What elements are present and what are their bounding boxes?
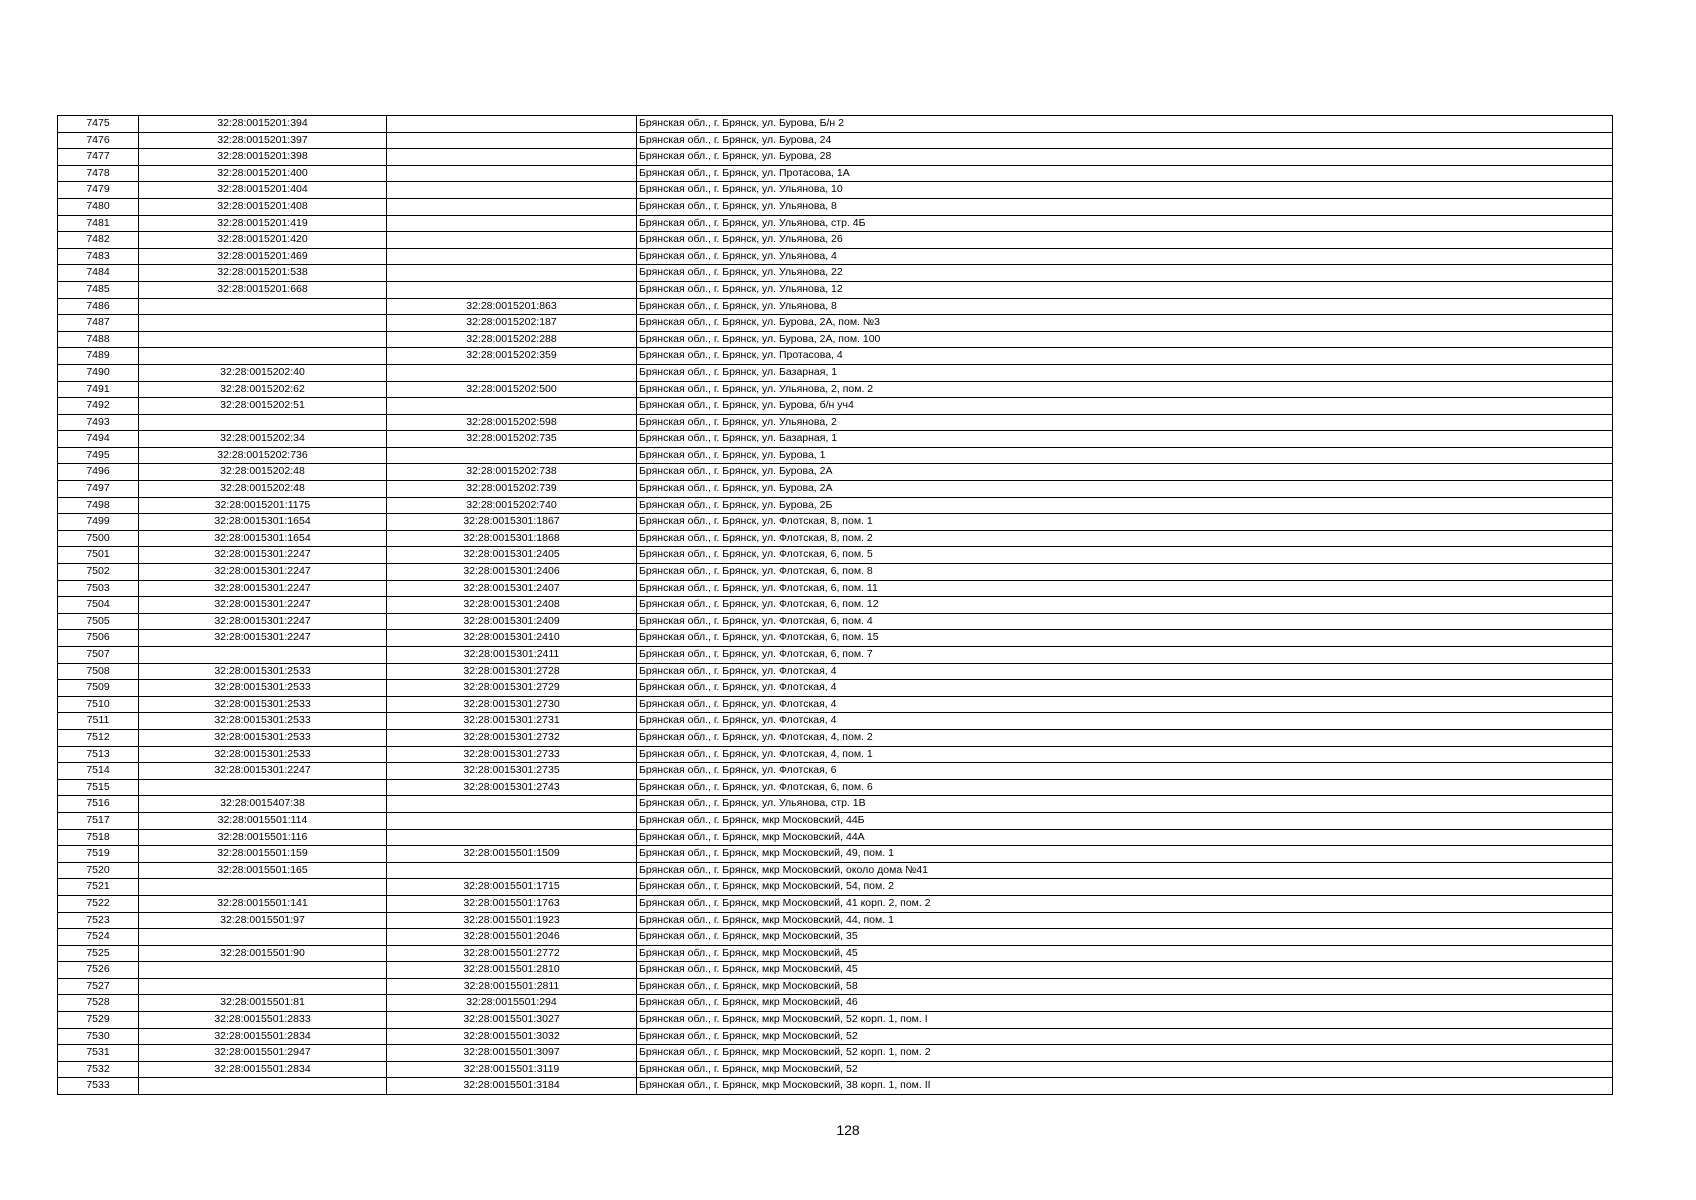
cadastral-number-cell: 32:28:0015301:2247 [139, 547, 387, 564]
address-cell: Брянская обл., г. Брянск, мкр Московский, 38 корп. 1, пом. II [637, 1078, 1613, 1095]
row-number-cell: 7483 [58, 248, 139, 265]
table-row [58, 464, 1613, 481]
table-row [58, 414, 1613, 431]
cadastral-number-cell: 32:28:0015202:48 [139, 464, 387, 481]
cadastral-number-cell: 32:28:0015201:1175 [139, 497, 387, 514]
row-number-cell: 7489 [58, 348, 139, 365]
related-cadastral-number-cell: 32:28:0015501:2772 [387, 945, 637, 962]
address-cell: Брянская обл., г. Брянск, ул. Флотская, 8, пом. 2 [637, 530, 1613, 547]
row-number-cell: 7499 [58, 514, 139, 531]
table-row [58, 1078, 1613, 1095]
related-cadastral-number-cell: 32:28:0015301:2411 [387, 647, 637, 664]
address-cell: Брянская обл., г. Брянск, ул. Флотская, 4 [637, 680, 1613, 697]
related-cadastral-number-cell [387, 862, 637, 879]
row-number-cell: 7500 [58, 530, 139, 547]
address-cell: Брянская обл., г. Брянск, мкр Московский, 44Б [637, 812, 1613, 829]
address-cell: Брянская обл., г. Брянск, мкр Московский, 35 [637, 929, 1613, 946]
row-number-cell: 7481 [58, 215, 139, 232]
table-row [58, 364, 1613, 381]
row-number-cell: 7530 [58, 1028, 139, 1045]
address-cell: Брянская обл., г. Брянск, ул. Ульянова, стр. 1В [637, 796, 1613, 813]
address-cell: Брянская обл., г. Брянск, ул. Флотская, 6, пом. 6 [637, 779, 1613, 796]
row-number-cell: 7476 [58, 132, 139, 149]
related-cadastral-number-cell [387, 215, 637, 232]
related-cadastral-number-cell: 32:28:0015501:3119 [387, 1061, 637, 1078]
related-cadastral-number-cell [387, 447, 637, 464]
table-row [58, 613, 1613, 630]
row-number-cell: 7507 [58, 647, 139, 664]
row-number-cell: 7477 [58, 149, 139, 166]
related-cadastral-number-cell: 32:28:0015501:2810 [387, 962, 637, 979]
address-cell: Брянская обл., г. Брянск, мкр Московский, 52 [637, 1028, 1613, 1045]
related-cadastral-number-cell: 32:28:0015202:738 [387, 464, 637, 481]
row-number-cell: 7517 [58, 812, 139, 829]
table-row [58, 879, 1613, 896]
related-cadastral-number-cell: 32:28:0015201:863 [387, 298, 637, 315]
address-cell: Брянская обл., г. Брянск, мкр Московский, 45 [637, 962, 1613, 979]
row-number-cell: 7515 [58, 779, 139, 796]
address-cell: Брянская обл., г. Брянск, ул. Флотская, 6, пом. 4 [637, 613, 1613, 630]
related-cadastral-number-cell [387, 232, 637, 249]
related-cadastral-number-cell: 32:28:0015501:3027 [387, 1012, 637, 1029]
row-number-cell: 7525 [58, 945, 139, 962]
cadastral-number-cell: 32:28:0015301:2247 [139, 564, 387, 581]
row-number-cell: 7514 [58, 763, 139, 780]
related-cadastral-number-cell: 32:28:0015301:2407 [387, 580, 637, 597]
cadastral-number-cell: 32:28:0015201:397 [139, 132, 387, 149]
row-number-cell: 7519 [58, 846, 139, 863]
address-cell: Брянская обл., г. Брянск, мкр Московский, 45 [637, 945, 1613, 962]
table-row [58, 630, 1613, 647]
table-row [58, 729, 1613, 746]
cadastral-number-cell: 32:28:0015202:48 [139, 481, 387, 498]
related-cadastral-number-cell: 32:28:0015202:739 [387, 481, 637, 498]
related-cadastral-number-cell: 32:28:0015301:2733 [387, 746, 637, 763]
related-cadastral-number-cell: 32:28:0015202:735 [387, 431, 637, 448]
cadastral-number-cell [139, 779, 387, 796]
table-row [58, 165, 1613, 182]
address-cell: Брянская обл., г. Брянск, ул. Флотская, 6, пом. 8 [637, 564, 1613, 581]
address-cell: Брянская обл., г. Брянск, ул. Ульянова, 22 [637, 265, 1613, 282]
row-number-cell: 7511 [58, 713, 139, 730]
address-cell: Брянская обл., г. Брянск, ул. Ульянова, 26 [637, 232, 1613, 249]
row-number-cell: 7502 [58, 564, 139, 581]
table-row [58, 580, 1613, 597]
row-number-cell: 7506 [58, 630, 139, 647]
cadastral-number-cell: 32:28:0015202:51 [139, 398, 387, 415]
registry-table [57, 115, 1613, 1095]
address-cell: Брянская обл., г. Брянск, ул. Базарная, 1 [637, 431, 1613, 448]
address-cell: Брянская обл., г. Брянск, мкр Московский, 52 корп. 1, пом. 2 [637, 1045, 1613, 1062]
address-cell: Брянская обл., г. Брянск, ул. Бурова, 2Б [637, 497, 1613, 514]
cadastral-number-cell: 32:28:0015201:469 [139, 248, 387, 265]
address-cell: Брянская обл., г. Брянск, ул. Бурова, 2А, пом. 100 [637, 331, 1613, 348]
row-number-cell: 7505 [58, 613, 139, 630]
cadastral-number-cell: 32:28:0015201:394 [139, 116, 387, 133]
row-number-cell: 7479 [58, 182, 139, 199]
table-row [58, 132, 1613, 149]
table-row [58, 995, 1613, 1012]
address-cell: Брянская обл., г. Брянск, ул. Флотская, 4 [637, 713, 1613, 730]
table-row [58, 779, 1613, 796]
related-cadastral-number-cell: 32:28:0015301:2743 [387, 779, 637, 796]
table-row [58, 547, 1613, 564]
cadastral-number-cell: 32:28:0015501:159 [139, 846, 387, 863]
table-row [58, 929, 1613, 946]
cadastral-number-cell: 32:28:0015301:1654 [139, 530, 387, 547]
related-cadastral-number-cell: 32:28:0015501:294 [387, 995, 637, 1012]
table-row [58, 962, 1613, 979]
cadastral-number-cell: 32:28:0015301:2247 [139, 630, 387, 647]
related-cadastral-number-cell: 32:28:0015501:3097 [387, 1045, 637, 1062]
address-cell: Брянская обл., г. Брянск, ул. Бурова, 1 [637, 447, 1613, 464]
address-cell: Брянская обл., г. Брянск, ул. Флотская, 6, пом. 5 [637, 547, 1613, 564]
related-cadastral-number-cell: 32:28:0015501:3032 [387, 1028, 637, 1045]
cadastral-number-cell: 32:28:0015501:116 [139, 829, 387, 846]
cadastral-number-cell: 32:28:0015501:141 [139, 895, 387, 912]
address-cell: Брянская обл., г. Брянск, ул. Флотская, 4 [637, 696, 1613, 713]
address-cell: Брянская обл., г. Брянск, мкр Московский, 46 [637, 995, 1613, 1012]
address-cell: Брянская обл., г. Брянск, ул. Ульянова, 4 [637, 248, 1613, 265]
cadastral-number-cell: 32:28:0015202:34 [139, 431, 387, 448]
row-number-cell: 7527 [58, 978, 139, 995]
row-number-cell: 7475 [58, 116, 139, 133]
cadastral-number-cell [139, 298, 387, 315]
row-number-cell: 7531 [58, 1045, 139, 1062]
cadastral-number-cell: 32:28:0015301:2533 [139, 713, 387, 730]
table-row [58, 149, 1613, 166]
cadastral-number-cell: 32:28:0015501:81 [139, 995, 387, 1012]
related-cadastral-number-cell: 32:28:0015202:288 [387, 331, 637, 348]
table-row [58, 564, 1613, 581]
address-cell: Брянская обл., г. Брянск, мкр Московский, 58 [637, 978, 1613, 995]
related-cadastral-number-cell: 32:28:0015501:1923 [387, 912, 637, 929]
table-row [58, 746, 1613, 763]
cadastral-number-cell: 32:28:0015301:2533 [139, 696, 387, 713]
table-row [58, 945, 1613, 962]
registry-table-body [58, 116, 1613, 1095]
address-cell: Брянская обл., г. Брянск, мкр Московский, 52 корп. 1, пом. I [637, 1012, 1613, 1029]
cadastral-number-cell: 32:28:0015201:400 [139, 165, 387, 182]
address-cell: Брянская обл., г. Брянск, ул. Ульянова, стр. 4Б [637, 215, 1613, 232]
address-cell: Брянская обл., г. Брянск, ул. Бурова, 2А [637, 481, 1613, 498]
address-cell: Брянская обл., г. Брянск, ул. Бурова, 24 [637, 132, 1613, 149]
related-cadastral-number-cell: 32:28:0015301:2406 [387, 564, 637, 581]
table-row [58, 348, 1613, 365]
table-row [58, 796, 1613, 813]
related-cadastral-number-cell [387, 265, 637, 282]
row-number-cell: 7512 [58, 729, 139, 746]
cadastral-number-cell: 32:28:0015501:165 [139, 862, 387, 879]
table-row [58, 597, 1613, 614]
row-number-cell: 7478 [58, 165, 139, 182]
address-cell: Брянская обл., г. Брянск, ул. Ульянова, 8 [637, 298, 1613, 315]
related-cadastral-number-cell: 32:28:0015301:1867 [387, 514, 637, 531]
table-row [58, 895, 1613, 912]
table-row [58, 846, 1613, 863]
cadastral-number-cell: 32:28:0015201:398 [139, 149, 387, 166]
row-number-cell: 7488 [58, 331, 139, 348]
related-cadastral-number-cell [387, 364, 637, 381]
address-cell: Брянская обл., г. Брянск, ул. Бурова, 28 [637, 149, 1613, 166]
address-cell: Брянская обл., г. Брянск, ул. Протасова, 4 [637, 348, 1613, 365]
table-row [58, 1061, 1613, 1078]
related-cadastral-number-cell: 32:28:0015202:500 [387, 381, 637, 398]
row-number-cell: 7490 [58, 364, 139, 381]
table-row [58, 298, 1613, 315]
row-number-cell: 7523 [58, 912, 139, 929]
related-cadastral-number-cell [387, 248, 637, 265]
cadastral-number-cell: 32:28:0015301:2247 [139, 613, 387, 630]
address-cell: Брянская обл., г. Брянск, ул. Флотская, 4, пом. 1 [637, 746, 1613, 763]
row-number-cell: 7518 [58, 829, 139, 846]
address-cell: Брянская обл., г. Брянск, ул. Флотская, 8, пом. 1 [637, 514, 1613, 531]
address-cell: Брянская обл., г. Брянск, мкр Московский, около дома №41 [637, 862, 1613, 879]
row-number-cell: 7491 [58, 381, 139, 398]
cadastral-number-cell: 32:28:0015301:1654 [139, 514, 387, 531]
address-cell: Брянская обл., г. Брянск, ул. Ульянова, 2, пом. 2 [637, 381, 1613, 398]
table-row [58, 647, 1613, 664]
row-number-cell: 7510 [58, 696, 139, 713]
table-row [58, 182, 1613, 199]
related-cadastral-number-cell [387, 829, 637, 846]
cadastral-number-cell [139, 348, 387, 365]
table-row [58, 829, 1613, 846]
cadastral-number-cell: 32:28:0015501:2947 [139, 1045, 387, 1062]
related-cadastral-number-cell [387, 398, 637, 415]
row-number-cell: 7533 [58, 1078, 139, 1095]
related-cadastral-number-cell: 32:28:0015301:2731 [387, 713, 637, 730]
related-cadastral-number-cell: 32:28:0015301:1868 [387, 530, 637, 547]
related-cadastral-number-cell: 32:28:0015202:740 [387, 497, 637, 514]
address-cell: Брянская обл., г. Брянск, мкр Московский, 49, пом. 1 [637, 846, 1613, 863]
table-row [58, 680, 1613, 697]
cadastral-number-cell [139, 929, 387, 946]
table-row [58, 481, 1613, 498]
table-row [58, 1012, 1613, 1029]
related-cadastral-number-cell [387, 182, 637, 199]
row-number-cell: 7495 [58, 447, 139, 464]
table-row [58, 215, 1613, 232]
cadastral-number-cell: 32:28:0015301:2533 [139, 746, 387, 763]
address-cell: Брянская обл., г. Брянск, мкр Московский, 54, пом. 2 [637, 879, 1613, 896]
table-row [58, 978, 1613, 995]
address-cell: Брянская обл., г. Брянск, ул. Флотская, 6, пом. 15 [637, 630, 1613, 647]
cadastral-number-cell: 32:28:0015301:2247 [139, 763, 387, 780]
address-cell: Брянская обл., г. Брянск, ул. Флотская, 6, пом. 11 [637, 580, 1613, 597]
row-number-cell: 7493 [58, 414, 139, 431]
row-number-cell: 7520 [58, 862, 139, 879]
row-number-cell: 7494 [58, 431, 139, 448]
table-row [58, 912, 1613, 929]
cadastral-number-cell: 32:28:0015501:2834 [139, 1061, 387, 1078]
address-cell: Брянская обл., г. Брянск, ул. Протасова, 1А [637, 165, 1613, 182]
address-cell: Брянская обл., г. Брянск, ул. Ульянова, 8 [637, 198, 1613, 215]
row-number-cell: 7526 [58, 962, 139, 979]
row-number-cell: 7521 [58, 879, 139, 896]
related-cadastral-number-cell: 32:28:0015301:2729 [387, 680, 637, 697]
address-cell: Брянская обл., г. Брянск, ул. Базарная, 1 [637, 364, 1613, 381]
address-cell: Брянская обл., г. Брянск, ул. Флотская, 4 [637, 663, 1613, 680]
row-number-cell: 7480 [58, 198, 139, 215]
cadastral-number-cell: 32:28:0015301:2533 [139, 680, 387, 697]
related-cadastral-number-cell: 32:28:0015301:2735 [387, 763, 637, 780]
row-number-cell: 7486 [58, 298, 139, 315]
address-cell: Брянская обл., г. Брянск, мкр Московский, 44, пом. 1 [637, 912, 1613, 929]
row-number-cell: 7487 [58, 315, 139, 332]
address-cell: Брянская обл., г. Брянск, ул. Ульянова, 2 [637, 414, 1613, 431]
related-cadastral-number-cell: 32:28:0015202:598 [387, 414, 637, 431]
cadastral-number-cell: 32:28:0015301:2533 [139, 663, 387, 680]
row-number-cell: 7524 [58, 929, 139, 946]
related-cadastral-number-cell: 32:28:0015202:359 [387, 348, 637, 365]
cadastral-number-cell: 32:28:0015201:404 [139, 182, 387, 199]
cadastral-number-cell [139, 315, 387, 332]
related-cadastral-number-cell: 32:28:0015301:2405 [387, 547, 637, 564]
cadastral-number-cell: 32:28:0015501:114 [139, 812, 387, 829]
cadastral-number-cell [139, 1078, 387, 1095]
row-number-cell: 7509 [58, 680, 139, 697]
address-cell: Брянская обл., г. Брянск, мкр Московский, 52 [637, 1061, 1613, 1078]
cadastral-number-cell: 32:28:0015202:62 [139, 381, 387, 398]
table-row [58, 1028, 1613, 1045]
related-cadastral-number-cell: 32:28:0015501:1715 [387, 879, 637, 896]
related-cadastral-number-cell [387, 132, 637, 149]
table-row [58, 315, 1613, 332]
related-cadastral-number-cell [387, 796, 637, 813]
address-cell: Брянская обл., г. Брянск, ул. Флотская, 6, пом. 7 [637, 647, 1613, 664]
cadastral-number-cell [139, 962, 387, 979]
row-number-cell: 7516 [58, 796, 139, 813]
table-row [58, 1045, 1613, 1062]
table-row [58, 862, 1613, 879]
address-cell: Брянская обл., г. Брянск, ул. Флотская, 4, пом. 2 [637, 729, 1613, 746]
table-row [58, 663, 1613, 680]
address-cell: Брянская обл., г. Брянск, ул. Ульянова, 10 [637, 182, 1613, 199]
address-cell: Брянская обл., г. Брянск, мкр Московский, 44А [637, 829, 1613, 846]
address-cell: Брянская обл., г. Брянск, ул. Флотская, 6, пом. 12 [637, 597, 1613, 614]
table-row [58, 812, 1613, 829]
related-cadastral-number-cell [387, 281, 637, 298]
cadastral-number-cell: 32:28:0015301:2533 [139, 729, 387, 746]
table-row [58, 514, 1613, 531]
cadastral-number-cell: 32:28:0015201:538 [139, 265, 387, 282]
table-row [58, 232, 1613, 249]
table-row [58, 331, 1613, 348]
table-row [58, 530, 1613, 547]
row-number-cell: 7532 [58, 1061, 139, 1078]
table-row [58, 198, 1613, 215]
address-cell: Брянская обл., г. Брянск, ул. Флотская, 6 [637, 763, 1613, 780]
cadastral-number-cell: 32:28:0015501:90 [139, 945, 387, 962]
row-number-cell: 7508 [58, 663, 139, 680]
related-cadastral-number-cell: 32:28:0015202:187 [387, 315, 637, 332]
related-cadastral-number-cell: 32:28:0015301:2730 [387, 696, 637, 713]
table-row [58, 431, 1613, 448]
address-cell: Брянская обл., г. Брянск, мкр Московский, 41 корп. 2, пом. 2 [637, 895, 1613, 912]
row-number-cell: 7503 [58, 580, 139, 597]
row-number-cell: 7501 [58, 547, 139, 564]
related-cadastral-number-cell [387, 116, 637, 133]
row-number-cell: 7482 [58, 232, 139, 249]
table-row [58, 497, 1613, 514]
address-cell: Брянская обл., г. Брянск, ул. Бурова, б/н уч4 [637, 398, 1613, 415]
row-number-cell: 7504 [58, 597, 139, 614]
table-row [58, 381, 1613, 398]
cadastral-number-cell [139, 414, 387, 431]
address-cell: Брянская обл., г. Брянск, ул. Бурова, Б/н 2 [637, 116, 1613, 133]
cadastral-number-cell: 32:28:0015201:408 [139, 198, 387, 215]
page-number: 128 [836, 1122, 860, 1138]
cadastral-number-cell: 32:28:0015501:97 [139, 912, 387, 929]
table-row [58, 398, 1613, 415]
row-number-cell: 7492 [58, 398, 139, 415]
cadastral-number-cell [139, 647, 387, 664]
table-row [58, 265, 1613, 282]
related-cadastral-number-cell [387, 812, 637, 829]
related-cadastral-number-cell: 32:28:0015301:2409 [387, 613, 637, 630]
related-cadastral-number-cell: 32:28:0015501:2811 [387, 978, 637, 995]
row-number-cell: 7528 [58, 995, 139, 1012]
cadastral-number-cell: 32:28:0015202:40 [139, 364, 387, 381]
related-cadastral-number-cell: 32:28:0015301:2410 [387, 630, 637, 647]
cadastral-number-cell [139, 879, 387, 896]
related-cadastral-number-cell: 32:28:0015301:2728 [387, 663, 637, 680]
cadastral-number-cell: 32:28:0015501:2833 [139, 1012, 387, 1029]
table-row [58, 116, 1613, 133]
related-cadastral-number-cell [387, 198, 637, 215]
cadastral-number-cell [139, 331, 387, 348]
address-cell: Брянская обл., г. Брянск, ул. Бурова, 2А, пом. №3 [637, 315, 1613, 332]
row-number-cell: 7498 [58, 497, 139, 514]
table-row [58, 696, 1613, 713]
row-number-cell: 7485 [58, 281, 139, 298]
table-row [58, 763, 1613, 780]
table-row [58, 447, 1613, 464]
cadastral-number-cell: 32:28:0015501:2834 [139, 1028, 387, 1045]
row-number-cell: 7522 [58, 895, 139, 912]
cadastral-number-cell: 32:28:0015201:420 [139, 232, 387, 249]
related-cadastral-number-cell: 32:28:0015301:2408 [387, 597, 637, 614]
row-number-cell: 7484 [58, 265, 139, 282]
related-cadastral-number-cell: 32:28:0015501:1509 [387, 846, 637, 863]
row-number-cell: 7513 [58, 746, 139, 763]
cadastral-number-cell: 32:28:0015201:419 [139, 215, 387, 232]
related-cadastral-number-cell [387, 149, 637, 166]
cadastral-number-cell: 32:28:0015407:38 [139, 796, 387, 813]
cadastral-number-cell: 32:28:0015202:736 [139, 447, 387, 464]
related-cadastral-number-cell: 32:28:0015301:2732 [387, 729, 637, 746]
table-row [58, 281, 1613, 298]
related-cadastral-number-cell: 32:28:0015501:2046 [387, 929, 637, 946]
related-cadastral-number-cell: 32:28:0015501:1763 [387, 895, 637, 912]
cadastral-number-cell: 32:28:0015201:668 [139, 281, 387, 298]
address-cell: Брянская обл., г. Брянск, ул. Бурова, 2А [637, 464, 1613, 481]
row-number-cell: 7496 [58, 464, 139, 481]
address-cell: Брянская обл., г. Брянск, ул. Ульянова, 12 [637, 281, 1613, 298]
related-cadastral-number-cell [387, 165, 637, 182]
related-cadastral-number-cell: 32:28:0015501:3184 [387, 1078, 637, 1095]
table-row [58, 248, 1613, 265]
cadastral-number-cell [139, 978, 387, 995]
row-number-cell: 7497 [58, 481, 139, 498]
cadastral-number-cell: 32:28:0015301:2247 [139, 597, 387, 614]
table-row [58, 713, 1613, 730]
cadastral-number-cell: 32:28:0015301:2247 [139, 580, 387, 597]
row-number-cell: 7529 [58, 1012, 139, 1029]
